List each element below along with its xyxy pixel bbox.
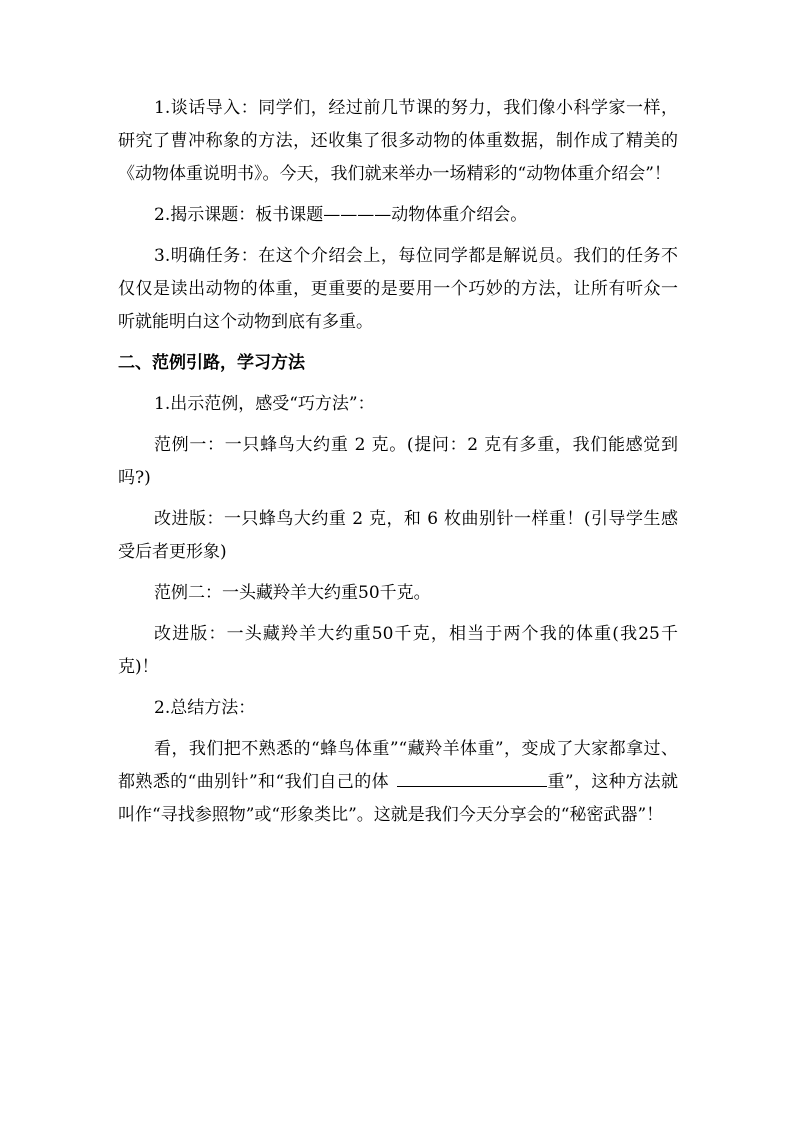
summary-heading-paragraph: 2.总结方法： [154, 698, 256, 718]
example-1-improved-paragraph: 改进版：一只蜂鸟大约重 2 克，和 6 枚曲别针一样重！(引导学生感受后者更形象) [118, 509, 678, 562]
intro-paragraph-3: 3.明确任务：在这个介绍会上，每位同学都是解说员。我们的任务不仅仅是读出动物的体重，更重要的是要用一个巧妙的方法，让所有听众一听就能明白这个动物到底有多重。 [118, 246, 678, 332]
intro-paragraph-1: 1.谈话导入：同学们，经过前几节课的努力，我们像小科学家一样，研究了曹冲称象的方法，还收集了很多动物的体重数据，制作成了精美的《动物体重说明书》。今天，我们就来举办一场精彩的“动物体重介绍会”！ [118, 98, 678, 184]
intro-paragraph-2: 2.揭示课题：板书课题————动物体重介绍会。 [154, 205, 528, 225]
example-intro-paragraph: 1.出示范例，感受“巧方法”： [154, 394, 375, 414]
example-2-improved-paragraph: 改进版：一头藏羚羊大约重50千克，相当于两个我的体重(我25千克)！ [118, 624, 678, 677]
example-2-paragraph: 范例二：一头藏羚羊大约重50千克。 [154, 583, 431, 603]
summary-text-part-2: 重”，这种方法就叫作“寻找参照物”或“形象类比”。这就是我们今天分享会的“秘密武器”！ [118, 772, 678, 825]
blank-underline [397, 768, 547, 787]
example-1-paragraph: 范例一：一只蜂鸟大约重 2 克。(提问：2 克有多重，我们能感觉到吗?) [118, 435, 678, 488]
document-page [118, 92, 678, 840]
summary-text-part-1: 看，我们把不熟悉的“蜂鸟体重”“藏羚羊体重”，变成了大家都拿过、都熟悉的“曲别针”和“我们自己的体 [118, 739, 678, 792]
summary-paragraph [118, 733, 678, 832]
section-heading: 二、范例引路，学习方法 [118, 353, 305, 373]
